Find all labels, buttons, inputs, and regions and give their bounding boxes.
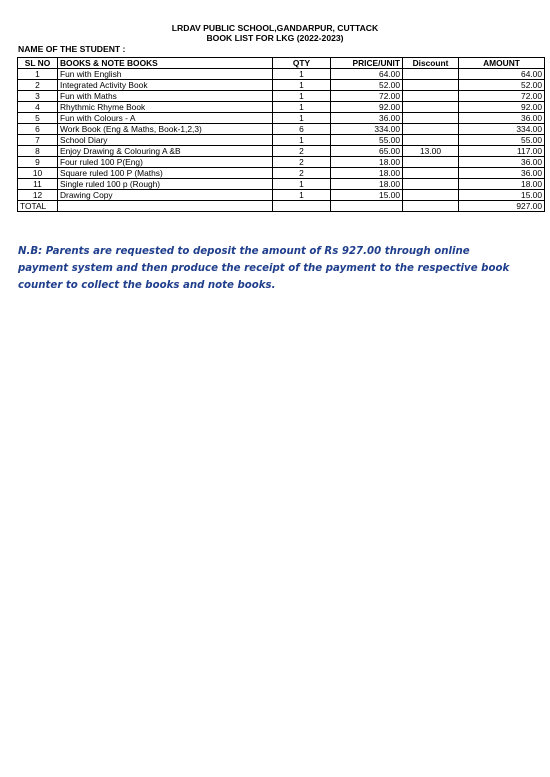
column-header-sl-no: SL NO (18, 58, 58, 69)
cell-amount: 36.00 (459, 113, 545, 124)
cell-book-name: School Diary (58, 135, 273, 146)
column-header-discount: Discount (403, 58, 459, 69)
total-empty-cell (331, 201, 403, 212)
cell-amount: 92.00 (459, 102, 545, 113)
cell-qty: 2 (273, 168, 331, 179)
table-row (18, 146, 545, 157)
cell-price: 334.00 (331, 124, 403, 135)
cell-qty: 1 (273, 190, 331, 201)
cell-discount (403, 179, 459, 190)
cell-book-name: Single ruled 100 p (Rough) (58, 179, 273, 190)
cell-amount: 15.00 (459, 190, 545, 201)
cell-discount (403, 113, 459, 124)
table-row (18, 124, 545, 135)
cell-qty: 1 (273, 135, 331, 146)
cell-sl-no: 3 (18, 91, 58, 102)
table-row (18, 179, 545, 190)
book-list-table (17, 57, 545, 212)
cell-qty: 2 (273, 157, 331, 168)
total-row (18, 201, 545, 212)
cell-amount: 36.00 (459, 168, 545, 179)
cell-price: 52.00 (331, 80, 403, 91)
table-header-row (18, 58, 545, 69)
cell-price: 36.00 (331, 113, 403, 124)
table-row (18, 135, 545, 146)
cell-discount (403, 190, 459, 201)
table-row (18, 157, 545, 168)
table-row (18, 91, 545, 102)
cell-qty: 1 (273, 102, 331, 113)
cell-sl-no: 6 (18, 124, 58, 135)
cell-price: 92.00 (331, 102, 403, 113)
table-row (18, 190, 545, 201)
total-amount: 927.00 (459, 201, 545, 212)
cell-discount (403, 124, 459, 135)
cell-price: 18.00 (331, 157, 403, 168)
cell-qty: 2 (273, 146, 331, 157)
book-list-title: BOOK LIST FOR LKG (2022-2023) (206, 33, 344, 43)
column-header-amount: AMOUNT (459, 58, 545, 69)
cell-book-name: Work Book (Eng & Maths, Book-1,2,3) (58, 124, 273, 135)
cell-discount (403, 135, 459, 146)
payment-note: N.B: Parents are requested to deposit the amount of Rs 927.00 through online payment system and then produce the receipt of the payment to the respective book counter to collect the books and note books. (18, 246, 510, 291)
total-label: TOTAL (18, 201, 58, 212)
cell-discount (403, 91, 459, 102)
cell-sl-no: 9 (18, 157, 58, 168)
cell-amount: 72.00 (459, 91, 545, 102)
table-row (18, 168, 545, 179)
cell-price: 55.00 (331, 135, 403, 146)
cell-discount (403, 80, 459, 91)
cell-qty: 1 (273, 113, 331, 124)
cell-price: 64.00 (331, 69, 403, 80)
cell-discount (403, 102, 459, 113)
cell-amount: 117.00 (459, 146, 545, 157)
cell-amount: 334.00 (459, 124, 545, 135)
cell-discount (403, 69, 459, 80)
cell-qty: 1 (273, 80, 331, 91)
cell-price: 15.00 (331, 190, 403, 201)
cell-amount: 55.00 (459, 135, 545, 146)
cell-amount: 64.00 (459, 69, 545, 80)
cell-discount: 13.00 (403, 146, 459, 157)
cell-discount (403, 168, 459, 179)
cell-sl-no: 4 (18, 102, 58, 113)
cell-qty: 1 (273, 69, 331, 80)
cell-amount: 52.00 (459, 80, 545, 91)
total-empty-cell (273, 201, 331, 212)
book-rows (18, 69, 545, 201)
school-name: LRDAV PUBLIC SCHOOL,GANDARPUR, CUTTACK (171, 23, 379, 33)
cell-book-name: Four ruled 100 P(Eng) (58, 157, 273, 168)
cell-book-name: Drawing Copy (58, 190, 273, 201)
cell-price: 65.00 (331, 146, 403, 157)
table-row (18, 80, 545, 91)
cell-sl-no: 8 (18, 146, 58, 157)
column-header-books: BOOKS & NOTE BOOKS (58, 58, 273, 69)
total-empty-cell (58, 201, 273, 212)
cell-qty: 6 (273, 124, 331, 135)
cell-price: 18.00 (331, 168, 403, 179)
cell-book-name: Integrated Activity Book (58, 80, 273, 91)
column-header-qty: QTY (273, 58, 331, 69)
cell-qty: 1 (273, 179, 331, 190)
cell-sl-no: 10 (18, 168, 58, 179)
cell-amount: 18.00 (459, 179, 545, 190)
cell-book-name: Square ruled 100 P (Maths) (58, 168, 273, 179)
cell-sl-no: 11 (18, 179, 58, 190)
cell-sl-no: 12 (18, 190, 58, 201)
cell-book-name: Fun with Colours - A (58, 113, 273, 124)
cell-book-name: Fun with English (58, 69, 273, 80)
cell-book-name: Rhythmic Rhyme Book (58, 102, 273, 113)
cell-amount: 36.00 (459, 157, 545, 168)
table-row (18, 113, 545, 124)
cell-book-name: Enjoy Drawing & Colouring A &B (58, 146, 273, 157)
cell-price: 18.00 (331, 179, 403, 190)
cell-sl-no: 5 (18, 113, 58, 124)
cell-sl-no: 2 (18, 80, 58, 91)
total-empty-cell (403, 201, 459, 212)
cell-sl-no: 7 (18, 135, 58, 146)
cell-discount (403, 157, 459, 168)
cell-qty: 1 (273, 91, 331, 102)
student-name-label: NAME OF THE STUDENT : (18, 44, 126, 54)
cell-sl-no: 1 (18, 69, 58, 80)
table-row (18, 69, 545, 80)
table-row (18, 102, 545, 113)
cell-book-name: Fun with Maths (58, 91, 273, 102)
cell-price: 72.00 (331, 91, 403, 102)
column-header-price: PRICE/UNIT (331, 58, 403, 69)
